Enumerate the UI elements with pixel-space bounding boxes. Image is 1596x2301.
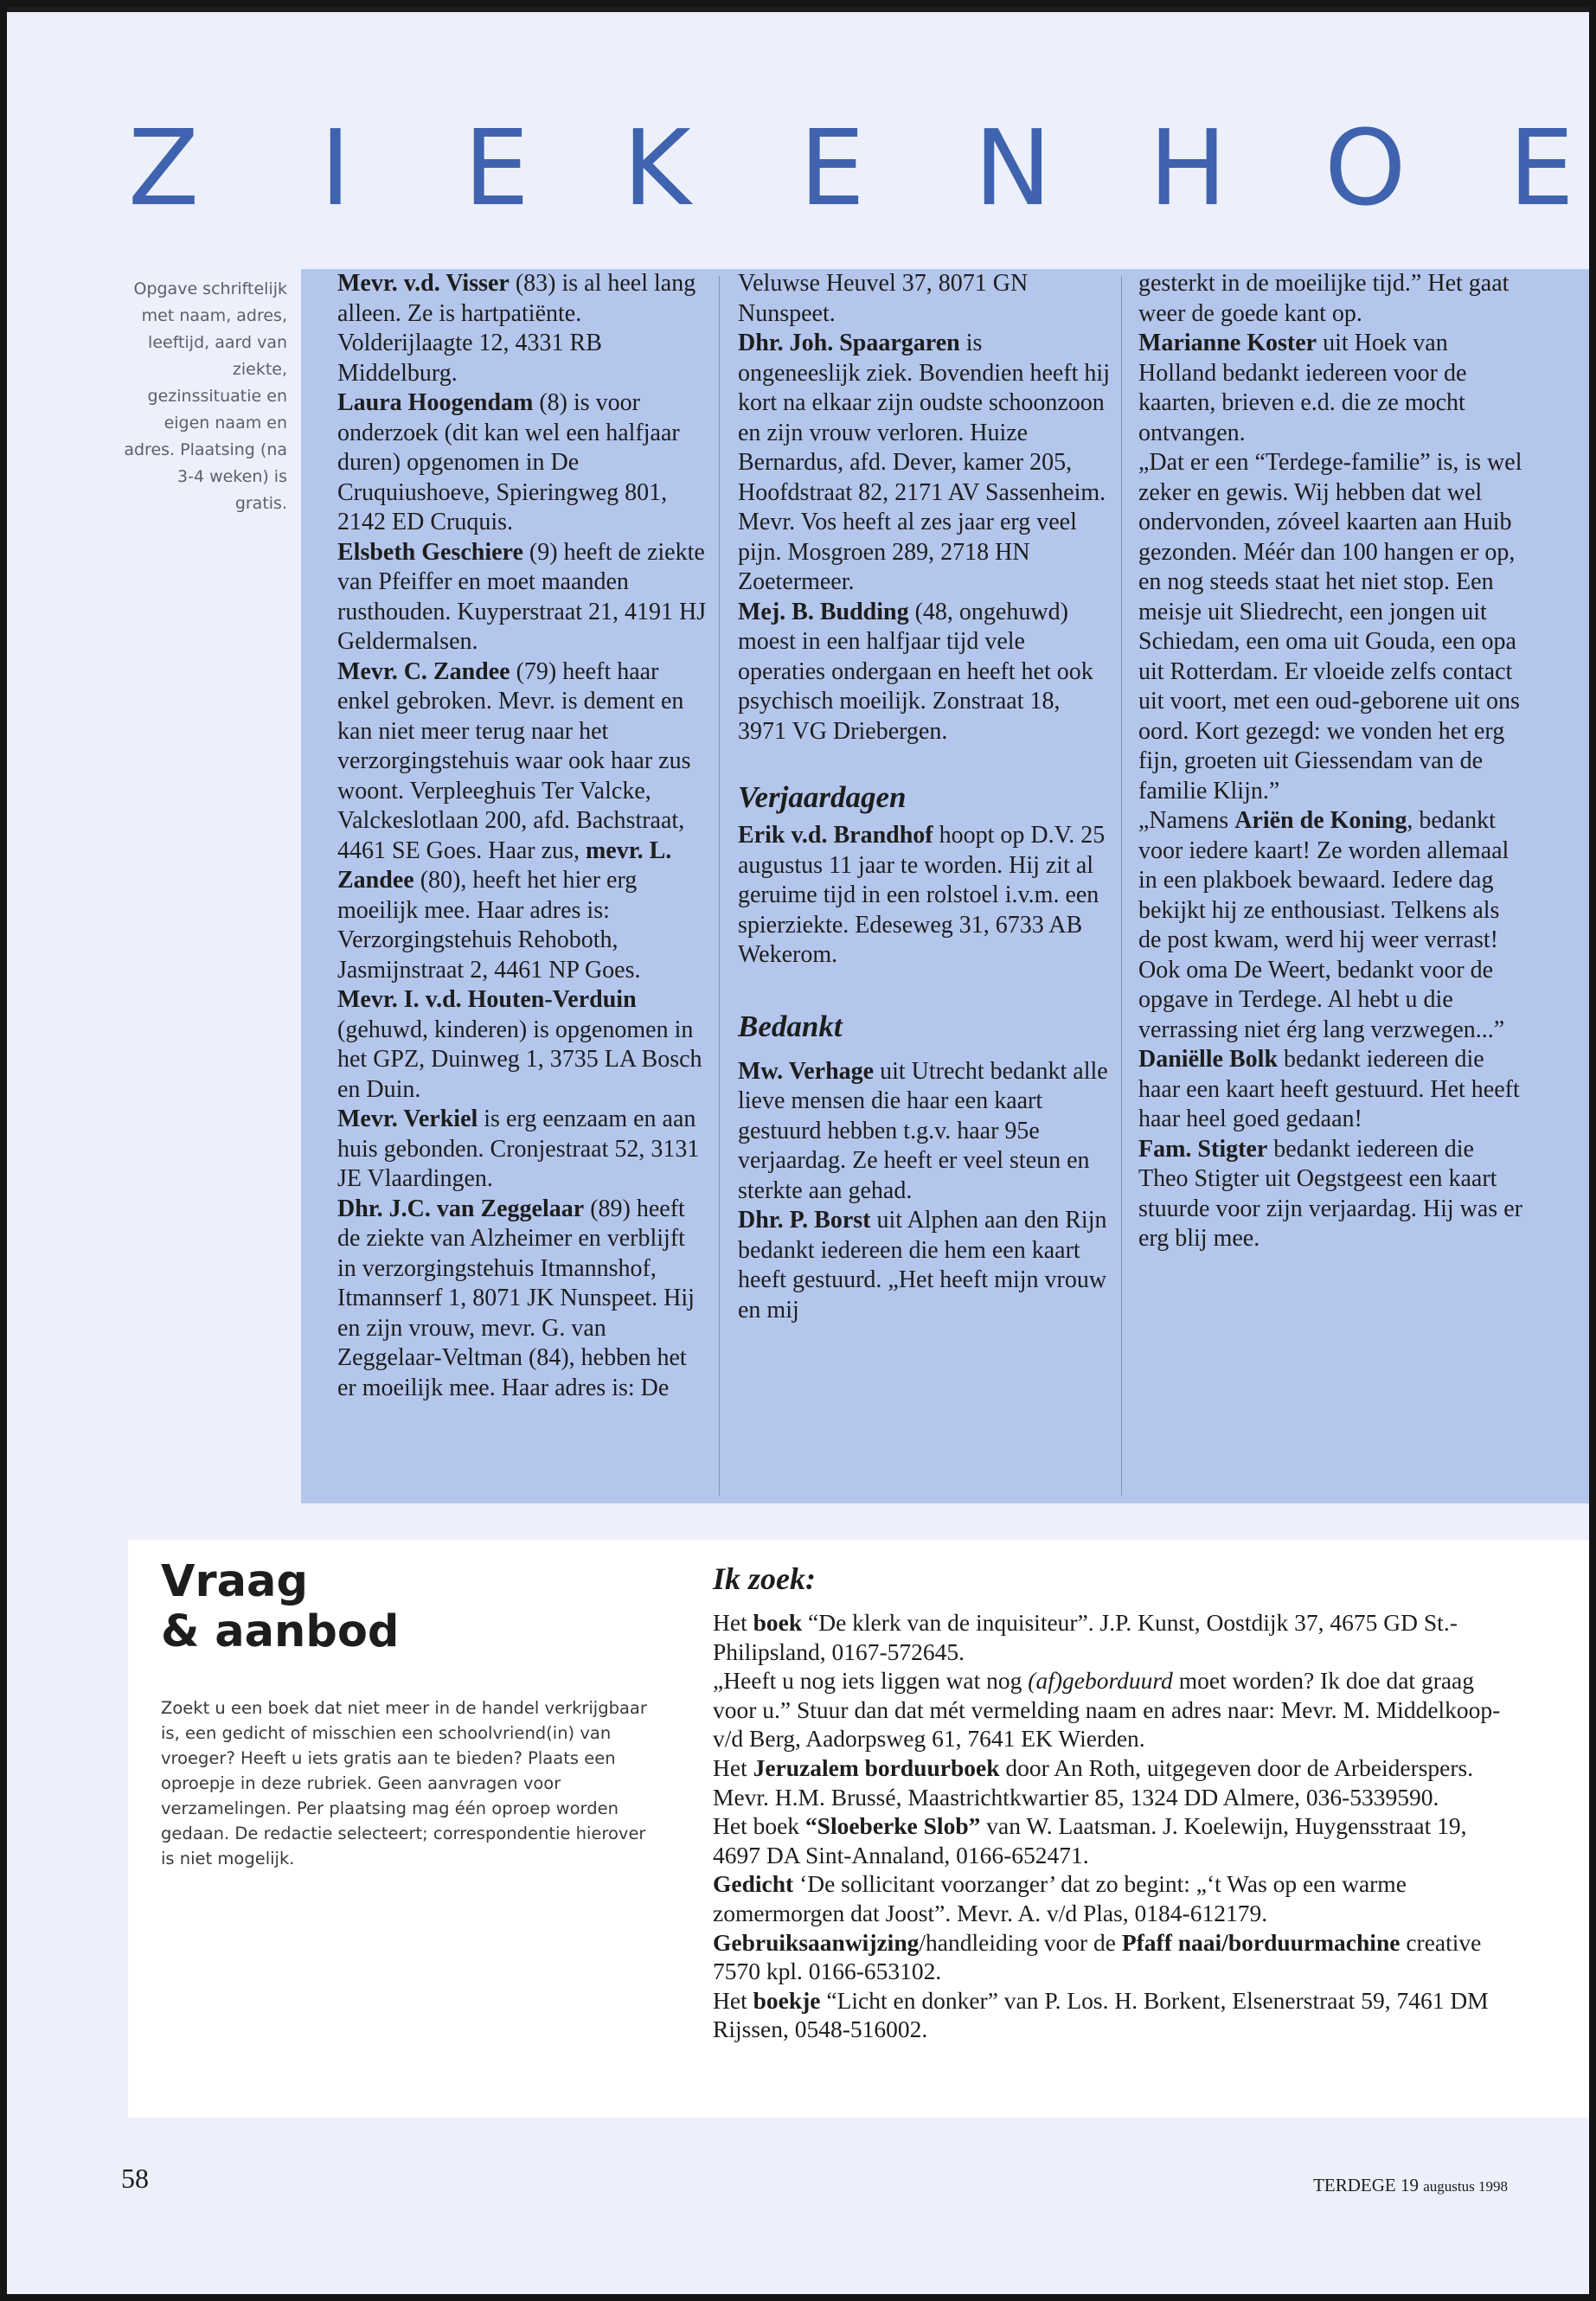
notice-entry	[337, 1195, 709, 1404]
item-text: door An Roth, uitgegeven door de Arbeiderspers. Mevr. H.M. Brussé, Maastrichtkwartier 85, 1324 DD Almere, 036-5339590.	[713, 1753, 1474, 1811]
notice-entry	[337, 985, 709, 1105]
magazine-footer	[1313, 2175, 1508, 2196]
ziekenhoek-block	[301, 269, 1589, 1503]
notice-text: „Namens	[1138, 807, 1235, 834]
item-text: “Licht en donker” van P. Los. H. Borkent, Elsenerstraat 59, 7461 DM Rijssen, 0548-516002.	[713, 1986, 1489, 2043]
item-text: Het	[713, 1986, 753, 2014]
vraag-title-line-2: & aanbod	[161, 1606, 400, 1657]
person-name: Ariën de Koning	[1234, 807, 1407, 834]
notice-text: (48, ongehuwd) moest in een halfjaar tijd vele operaties ondergaan en heeft het ook psychisch moeilijk. Zonstraat 18, 3971 VG Driebergen.	[738, 598, 1093, 745]
column-divider	[719, 276, 720, 1496]
title-letter: Z	[128, 109, 200, 229]
vraag-title	[161, 1557, 611, 1657]
scan-edge	[7, 7, 1589, 12]
column-3	[1138, 269, 1523, 1254]
person-name: Mevr. Verkiel	[337, 1106, 478, 1132]
item-text: Het	[713, 1609, 753, 1636]
vraag-en-aanbod-box	[128, 1540, 1589, 2118]
notice-text: hoopt op D.V. 25 augustus 11 jaar te worden. Hij zit al geruime tijd in een rolstoel i.v.m. een spierziekte. Edeseweg 31, 6733 AB Wekerom.	[738, 822, 1106, 968]
person-name: Mevr. C. Zandee	[337, 657, 510, 685]
notice-entry	[738, 1057, 1110, 1207]
column-divider	[1121, 276, 1122, 1496]
person-name: Mevr. I. v.d. Houten-Verduin	[337, 986, 637, 1013]
notice-text: (89) heeft de ziekte van Alzheimer en verblijft in verzorgingstehuis Itmannshof, Itmannserf 1, 8071 JK Nunspeet. Hij en zijn vrouw, mevr. G. van Zeggelaar-Veltman (84), hebben het er moeilijk mee. Haar adres is: De	[337, 1195, 695, 1401]
notice-entry	[337, 269, 709, 388]
notice-text: uit Utrecht bedankt alle lieve mensen die haar een kaart gestuurd hebben t.g.v. haar 95e verjaardag. Ze heeft er veel steun en sterkte aan gehad.	[738, 1057, 1108, 1204]
person-name: Daniëlle Bolk	[1138, 1046, 1279, 1073]
title-letter: E	[799, 109, 865, 229]
ik-zoek-item	[713, 1928, 1509, 1986]
item-text: Het boek	[713, 1812, 805, 1840]
item-highlight: Pfaff naai/borduurmachine	[1121, 1928, 1401, 1956]
title-letter: E	[464, 109, 529, 229]
title-letter: E	[1509, 109, 1574, 229]
notice-text: (83) is al heel lang alleen. Ze is hartpatiënte. Volderijlaagte 12, 4331 RB Middelburg.	[337, 270, 696, 387]
page-number: 58	[121, 2163, 149, 2194]
person-name: Laura Hoogendam	[337, 389, 534, 416]
person-name: Dhr. Joh. Spaargaren	[738, 330, 960, 356]
ik-zoek-item	[713, 1666, 1509, 1753]
notice-entry	[337, 538, 709, 657]
item-highlight: “Sloeberke Slob”	[804, 1812, 981, 1840]
notice-entry	[738, 508, 1110, 598]
title-letter: H	[1149, 109, 1227, 229]
verjaardagen-list	[738, 821, 1110, 971]
item-text: van W. Laatsman. J. Koelewijn, Huygensstraat 19, 4697 DA Sint-Annaland, 0166-652471.	[713, 1812, 1467, 1868]
person-name: Elsbeth Geschiere	[337, 538, 523, 566]
title-letter: N	[974, 109, 1052, 229]
item-highlight: boek	[753, 1609, 803, 1636]
person-name: Fam. Stigter	[1138, 1135, 1268, 1163]
item-text: „Heeft u nog iets liggen wat nog	[713, 1667, 1029, 1695]
notice-entry	[738, 821, 1110, 971]
column-1	[337, 269, 709, 1403]
notice-entry	[1138, 448, 1523, 806]
item-highlight: Gedicht	[713, 1870, 794, 1898]
notice-text: (79) heeft haar enkel gebroken. Mevr. is dement en kan niet meer terug naar het verzorgingstehuis waar ook haar zus woont. Verpleeghuis Ter Valcke, Valckeslotlaan 200, afd. Bachstraat, 4461 SE Goes. Haar zus,	[337, 657, 691, 864]
notice-text: (8) is voor onderzoek (dit kan wel een halfjaar duren) opgenomen in De Cruquiushoeve, Spieringweg 801, 2142 ED Cruquis.	[337, 389, 680, 535]
vraag-title-line-1: Vraag	[161, 1556, 308, 1607]
ik-zoek-item	[713, 1869, 1509, 1927]
notice-text: bedankt iedereen die haar een kaart heeft gestuurd. Het heeft haar heel goed gedaan!	[1138, 1046, 1520, 1132]
person-name: Erik v.d. Brandhof	[738, 822, 933, 849]
item-highlight: Jeruzalem borduurboek	[753, 1753, 1000, 1781]
person-name: Dhr. P. Borst	[738, 1207, 871, 1234]
person-name: Marianne Koster	[1138, 330, 1317, 356]
notice-entry	[738, 269, 1110, 329]
bedankt-heading: Bedankt	[738, 1009, 843, 1043]
ik-zoek-list	[713, 1608, 1509, 2044]
section-title-ziekenhoek	[128, 109, 1589, 247]
column-2	[738, 269, 1110, 1325]
item-text: /handleiding voor de	[919, 1928, 1122, 1956]
item-highlight: boekje	[753, 1986, 821, 2014]
notice-entry	[337, 657, 709, 986]
submission-note: Opgave schriftelijk met naam, adres, leeftijd, aard van ziekte, gezinssituatie en eigen naam en adres. Plaatsing (na 3-4 weken) is gratis.	[124, 279, 287, 513]
item-text: Het	[713, 1753, 753, 1781]
notice-text: Mevr. Vos heeft al zes jaar erg veel pijn. Mosgroen 289, 2718 HN Zoetermeer.	[738, 509, 1077, 595]
person-name: Mej. B. Budding	[738, 598, 909, 625]
notice-entry	[1138, 1135, 1523, 1254]
ik-zoek-item	[713, 1811, 1509, 1869]
item-text: ‘De sollicitant voorzanger’ dat zo begint: „‘t Was op een warme zomermorgen dat Joost”. Mevr. A. v/d Plas, 0184-612179.	[713, 1870, 1407, 1926]
column-2-entries	[738, 269, 1110, 747]
notice-entry	[337, 1105, 709, 1195]
notice-text: , bedankt voor iedere kaart! Ze worden allemaal in een plakboek bewaard. Iedere dag bekijkt hij ze enthousiast. Telkens als de post kwam, werd hij weer verrast! Ook oma De Weert, bedankt voor de opgave in Terdege. Al hebt u die verrassing niet érg lang verzwegen...”	[1138, 807, 1509, 1043]
verjaardagen-heading: Verjaardagen	[738, 780, 907, 814]
notice-entry	[337, 388, 709, 538]
notice-entry	[1138, 806, 1523, 1045]
title-letter: I	[320, 109, 351, 229]
title-letter: O	[1324, 109, 1407, 229]
notice-text: uit Alphen aan den Rijn bedankt iedereen die hem een kaart heeft gestuurd. „Het heeft mijn vrouw en mij	[738, 1207, 1107, 1324]
vraag-intro: Zoekt u een boek dat niet meer in de handel verkrijgbaar is, een gedicht of misschien een schoolvriend(in) van vroeger? Heeft u iets gratis aan te bieden? Plaats een oproepje in deze rubriek. Geen aanvragen voor verzamelingen. Per plaatsing mag één oproep worden gedaan. De redactie selecteert; correspondentie hierover is niet mogelijk.	[161, 1698, 647, 1868]
notice-text: (9) heeft de ziekte van Pfeiffer en moet maanden rusthouden. Kuyperstraat 21, 4191 HJ Geldermalsen.	[337, 538, 707, 655]
ik-zoek-item	[713, 1608, 1509, 1666]
magazine-page	[7, 7, 1589, 2294]
bedankt-list	[738, 1057, 1110, 1326]
item-text: “De klerk van de inquisiteur”. J.P. Kunst, Oostdijk 37, 4675 GD St.-Philipsland, 0167-572645.	[713, 1609, 1458, 1665]
notice-text: (80), heeft het hier erg moeilijk mee. Haar adres is: Verzorgingstehuis Rehoboth, Jasmijnstraat 2, 4461 NP Goes.	[337, 867, 641, 984]
notice-text: (gehuwd, kinderen) is opgenomen in het GPZ, Duinweg 1, 3735 LA Bosch en Duin.	[337, 1016, 702, 1103]
person-name: Mw. Verhage	[738, 1057, 875, 1085]
item-highlight: Gebruiksaanwijzing	[713, 1928, 920, 1956]
notice-entry	[1138, 1045, 1523, 1135]
ik-zoek-item	[713, 1753, 1509, 1811]
notice-entry	[738, 598, 1110, 747]
ik-zoek-section	[713, 1561, 1509, 2044]
ik-zoek-item	[713, 1986, 1509, 2044]
notice-text: gesterkt in de moeilijke tijd.” Het gaat weer de goede kant op.	[1138, 270, 1509, 327]
notice-text: is erg eenzaam en aan huis gebonden. Cronjestraat 52, 3131 JE Vlaardingen.	[337, 1106, 700, 1192]
notice-text: is ongeneeslijk ziek. Bovendien heeft hij kort na elkaar zijn oudste schoonzoon en zijn vrouw verloren. Huize Bernardus, afd. Dever, kamer 205, Hoofdstraat 82, 2171 AV Sassenheim.	[738, 330, 1110, 506]
notice-entry	[1138, 269, 1523, 329]
notice-entry	[738, 1206, 1110, 1325]
notice-entry	[1138, 329, 1523, 448]
title-letter: K	[623, 109, 691, 229]
notice-text: uit Hoek van Holland bedankt iedereen voor de kaarten, brieven e.d. die ze mocht ontvangen.	[1138, 330, 1467, 446]
person-name: Mevr. v.d. Visser	[337, 270, 510, 297]
magazine-date: augustus 1998	[1423, 2178, 1508, 2195]
notice-entry	[738, 329, 1110, 508]
person-name: Dhr. J.C. van Zeggelaar	[337, 1195, 585, 1222]
item-text: moet worden? Ik doe dat graag voor u.” Stuur dan dat mét vermelding naam en adres naar: Mevr. M. Middelkoop-v/d Berg, Aadorpsweg 61, 7641 EK Wierden.	[713, 1667, 1501, 1753]
magazine-issue: TERDEGE 19	[1313, 2175, 1419, 2195]
item-emphasis: (af)geborduurd	[1028, 1667, 1173, 1695]
item-text: creative 7570 kpl. 0166-653102.	[713, 1928, 1482, 1985]
notice-text: Veluwse Heuvel 37, 8071 GN Nunspeet.	[738, 270, 1029, 327]
notice-text: bedankt iedereen die Theo Stigter uit Oegstgeest een kaart stuurde voor zijn verjaardag. Hij was er erg blij mee.	[1138, 1135, 1522, 1252]
person-name: mevr. L. Zandee	[337, 836, 672, 894]
ik-zoek-heading: Ik zoek:	[713, 1561, 816, 1596]
notice-text: „Dat er een “Terdege-familie” is, is wel zeker en gewis. Wij hebben dat wel ondervonden, zóveel kaarten aan Huib gezonden. Méér dan 100 hangen er op, en nog steeds staat het niet stop. Een meisje uit Sliedrecht, een jongen uit Schiedam, een oma uit Gouda, een opa uit Rotterdam. Er vloeide zelfs contact uit voort, met een oud-geborene uit ons oord. Kort gezegd: we vonden het erg fijn, groeten uit Giessendam van de familie Klijn.”	[1138, 449, 1522, 804]
